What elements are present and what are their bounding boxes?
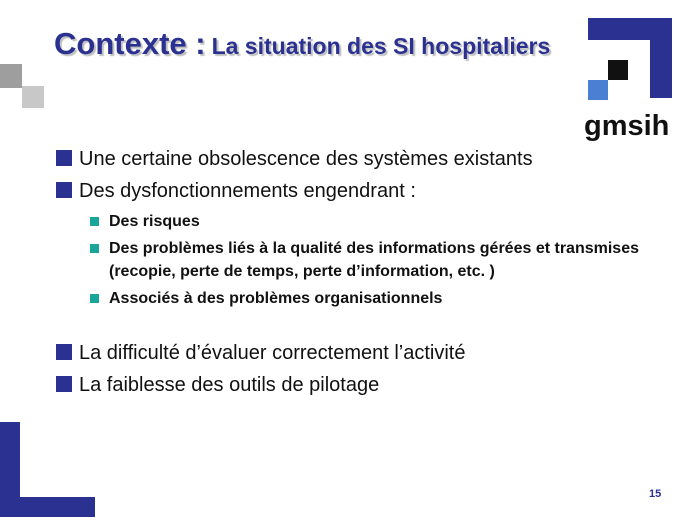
- bullet-square-icon: [56, 376, 72, 392]
- sub-bullet-text: Des risques: [109, 213, 200, 230]
- sub-bullet-square-icon: [90, 244, 99, 253]
- decor-square-dark: [0, 64, 22, 88]
- bullet-text: Des dysfonctionnements engendrant :: [79, 180, 416, 202]
- sub-bullet-text: Des problèmes liés à la qualité des informations gérées et transmises (recopie, perte de temps, perte d’information, etc. ): [109, 240, 639, 280]
- list-item: [56, 340, 656, 366]
- decor-square-light: [22, 86, 44, 108]
- bullet-square-icon: [56, 150, 72, 166]
- list-item: [56, 372, 656, 398]
- bullet-text: Une certaine obsolescence des systèmes existants: [79, 148, 533, 170]
- sub-bullet-square-icon: [90, 217, 99, 226]
- list-item: [56, 146, 656, 172]
- sub-bullet-text: Associés à des problèmes organisationnels: [109, 290, 443, 307]
- gmsih-logo-icon: [580, 18, 672, 110]
- bullet-square-icon: [56, 182, 72, 198]
- sub-list-item: [90, 237, 656, 283]
- bullet-list: [56, 146, 656, 404]
- sub-bullet-list: [90, 210, 656, 310]
- sub-bullet-square-icon: [90, 294, 99, 303]
- decor-corner-horizontal: [0, 497, 95, 517]
- list-item: [56, 178, 656, 204]
- title-sub: La situation des SI hospitaliers: [211, 33, 551, 59]
- bullet-text: La faiblesse des outils de pilotage: [79, 374, 380, 396]
- logo-text: gmsih: [584, 110, 670, 142]
- slide-title: [54, 26, 550, 62]
- bullet-square-icon: [56, 344, 72, 360]
- bullet-text: La difficulté d’évaluer correctement l’activité: [79, 342, 466, 364]
- page-number: 15: [649, 488, 662, 500]
- sub-list-item: [90, 210, 656, 233]
- title-main: Contexte :: [54, 26, 206, 61]
- sub-list-item: [90, 287, 656, 310]
